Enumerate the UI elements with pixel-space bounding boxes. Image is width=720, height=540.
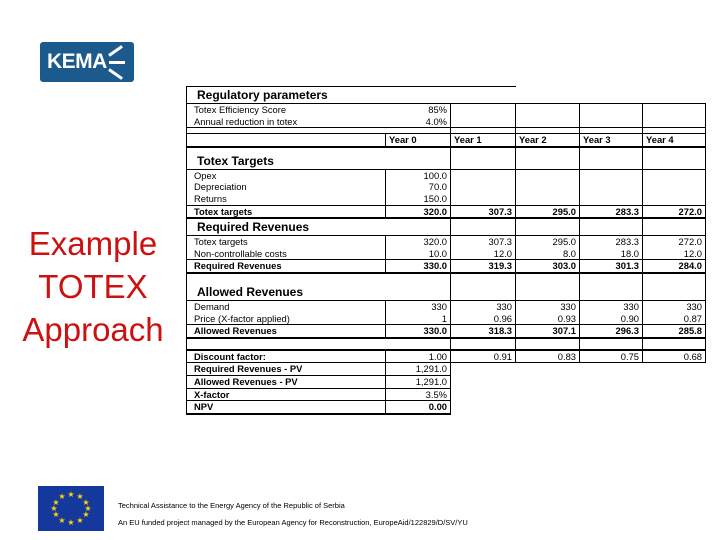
cell-value: 0.87: [643, 313, 706, 325]
cell-value: 307.3: [451, 236, 516, 248]
row-label: Price (X-factor applied): [187, 313, 386, 325]
table-row: [187, 313, 706, 325]
cell-value: 284.0: [643, 260, 706, 273]
row-label: Demand: [187, 300, 386, 312]
cell-value: 307.1: [516, 325, 580, 338]
row-label: Depreciation: [187, 181, 386, 193]
cell-value: 320.0: [386, 236, 451, 248]
cell-value: 318.3: [451, 325, 516, 338]
cell-value: 10.0: [386, 248, 451, 260]
row-label: X-factor: [187, 388, 386, 401]
cell-value: 295.0: [516, 236, 580, 248]
cell-value: 0.68: [643, 350, 706, 363]
required-revenues-title: Required Revenues: [187, 218, 386, 236]
cell-value: 3.5%: [386, 388, 451, 401]
cell-value: 150.0: [386, 193, 451, 205]
cell-value: 0.91: [451, 350, 516, 363]
kema-mark-icon: [109, 51, 125, 73]
footer-text-line2: An EU funded project managed by the European Agency for Reconstruction, EuropeAid/122829/D/SV/YU: [118, 518, 468, 527]
cell-value: 330: [643, 300, 706, 312]
table-row: [187, 388, 706, 401]
regulatory-title: Regulatory parameters: [187, 87, 516, 104]
cell-value: 0.75: [580, 350, 643, 363]
table-row: [187, 116, 706, 128]
table-row: [187, 169, 706, 181]
cell-value: 18.0: [580, 248, 643, 260]
cell-value: 1,291.0: [386, 363, 451, 376]
cell-value: 100.0: [386, 169, 451, 181]
row-label: Totex targets: [187, 236, 386, 248]
row-label: Allowed Revenues - PV: [187, 375, 386, 388]
cell-value: 1: [386, 313, 451, 325]
year-header: Year 0: [386, 134, 451, 147]
regulatory-section-header: [187, 87, 706, 104]
row-label: Discount factor:: [187, 350, 386, 363]
cell-value: 0.83: [516, 350, 580, 363]
cell-value: 319.3: [451, 260, 516, 273]
row-label: Allowed Revenues: [187, 325, 386, 338]
cell-value: 330: [386, 300, 451, 312]
footer: [0, 484, 720, 540]
cell-value: 296.3: [580, 325, 643, 338]
cell-value: 1,291.0: [386, 375, 451, 388]
cell-value: 307.3: [451, 205, 516, 218]
logo-text: KEMA: [47, 50, 107, 73]
table-total-row: [187, 205, 706, 218]
allowed-revenues-title: Allowed Revenues: [187, 284, 386, 301]
kema-logo: [40, 42, 134, 82]
cell-value: 272.0: [643, 236, 706, 248]
slide-title: [8, 222, 178, 351]
cell-value: 330: [451, 300, 516, 312]
totex-targets-section-header: [187, 153, 706, 170]
table-total-row: [187, 325, 706, 338]
cell-value: 12.0: [451, 248, 516, 260]
year-header-row: [187, 134, 706, 147]
table-row: [187, 193, 706, 205]
cell-value: 70.0: [386, 181, 451, 193]
cell-value: 12.0: [643, 248, 706, 260]
table-total-row: [187, 260, 706, 273]
year-header: Year 3: [580, 134, 643, 147]
cell-value: 330: [580, 300, 643, 312]
cell-value: 330: [516, 300, 580, 312]
totex-spreadsheet: [186, 86, 706, 415]
row-value: 85%: [386, 104, 451, 116]
table-row: [187, 363, 706, 376]
row-label: Returns: [187, 193, 386, 205]
table-row: [187, 375, 706, 388]
year-header: Year 1: [451, 134, 516, 147]
cell-value: 295.0: [516, 205, 580, 218]
table-row: [187, 350, 706, 363]
table-row: [187, 300, 706, 312]
cell-value: 301.3: [580, 260, 643, 273]
table-row: [187, 248, 706, 260]
row-label: NPV: [187, 401, 386, 414]
cell-value: 0.93: [516, 313, 580, 325]
row-label: Required Revenues - PV: [187, 363, 386, 376]
row-label: Required Revenues: [187, 260, 386, 273]
cell-value: 330.0: [386, 260, 451, 273]
table-row: [187, 236, 706, 248]
slide-title-line1: Example: [28, 225, 158, 262]
row-label: Non-controllable costs: [187, 248, 386, 260]
cell-value: 330.0: [386, 325, 451, 338]
year-header: Year 4: [643, 134, 706, 147]
totex-targets-title: Totex Targets: [187, 153, 386, 170]
row-label: Totex targets: [187, 205, 386, 218]
cell-value: 0.90: [580, 313, 643, 325]
required-revenues-section-header: [187, 218, 706, 236]
row-value: 4.0%: [386, 116, 451, 128]
eu-flag-icon: ★ ★ ★ ★ ★ ★ ★ ★ ★ ★ ★ ★: [38, 486, 104, 531]
cell-value: 0.00: [386, 401, 451, 414]
cell-value: 320.0: [386, 205, 451, 218]
allowed-revenues-section-header: [187, 284, 706, 301]
table-row: [187, 401, 706, 414]
slide-title-line2: TOTEX: [38, 268, 148, 305]
cell-value: 283.3: [580, 205, 643, 218]
cell-value: 272.0: [643, 205, 706, 218]
table-row: [187, 181, 706, 193]
cell-value: 303.0: [516, 260, 580, 273]
footer-text-line1: Technical Assistance to the Energy Agency of the Republic of Serbia: [118, 501, 345, 510]
cell-value: 8.0: [516, 248, 580, 260]
row-label: Annual reduction in totex: [187, 116, 386, 128]
cell-value: 285.8: [643, 325, 706, 338]
row-label: Opex: [187, 169, 386, 181]
cell-value: 283.3: [580, 236, 643, 248]
year-header: Year 2: [516, 134, 580, 147]
slide-title-line3: Approach: [22, 311, 164, 348]
cell-value: 0.96: [451, 313, 516, 325]
table-row: [187, 104, 706, 116]
row-label: Totex Efficiency Score: [187, 104, 386, 116]
cell-value: 1.00: [386, 350, 451, 363]
